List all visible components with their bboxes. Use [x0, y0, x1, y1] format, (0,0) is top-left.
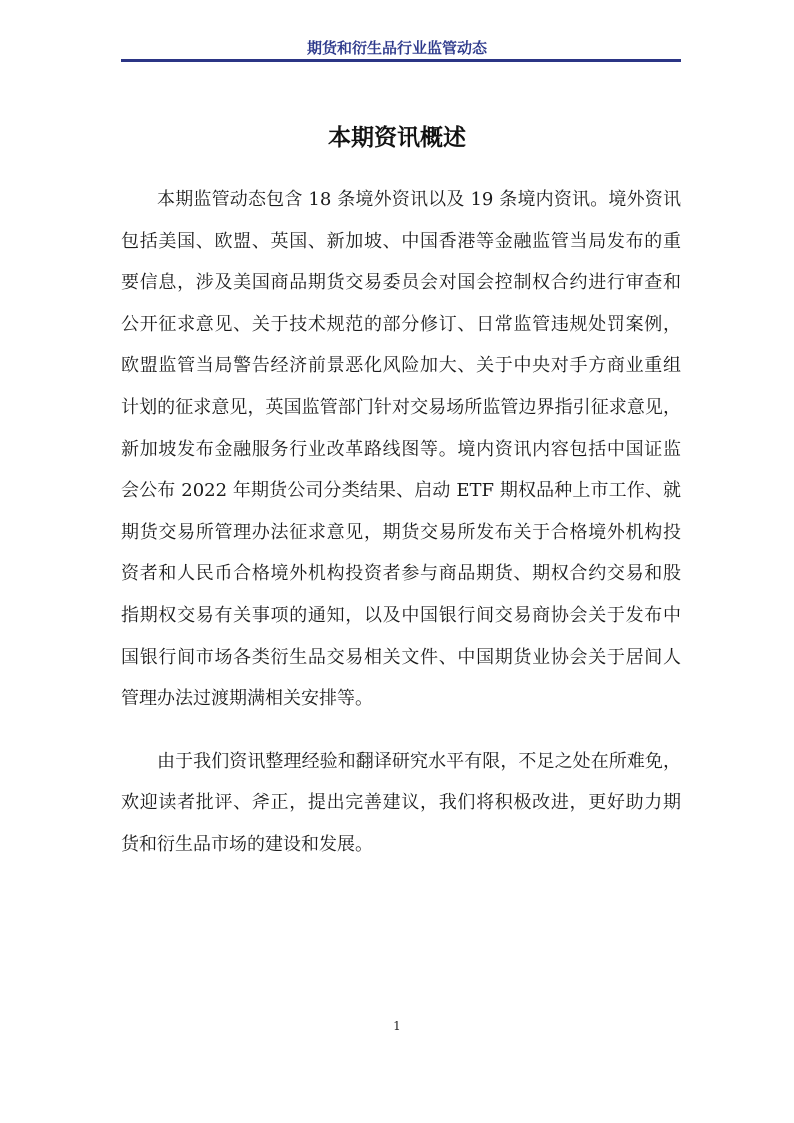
paragraph-line: 计划的征求意见，英国监管部门针对交易场所监管边界指引征求意见，	[121, 396, 681, 418]
body-paragraph	[121, 741, 681, 866]
paragraph-line: 新加坡发布金融服务行业改革路线图等。境内资讯内容包括中国证监	[121, 438, 681, 460]
document-body	[121, 179, 681, 866]
running-header-title: 期货和衍生品行业监管动态	[306, 39, 487, 57]
paragraph-line: 要信息，涉及美国商品期货交易委员会对国会控制权合约进行审查和	[121, 272, 681, 294]
document-title: 本期资讯概述	[328, 125, 466, 151]
paragraph-line: 国银行间市场各类衍生品交易相关文件、中国期货业协会关于居间人	[121, 646, 681, 668]
paragraph-line: 欢迎读者批评、斧正，提出完善建议，我们将积极改进，更好助力期	[121, 792, 681, 814]
paragraph-line: 本期监管动态包含 18 条境外资讯以及 19 条境内资讯。境外资讯	[157, 189, 681, 210]
paragraph-line: 期货交易所管理办法征求意见，期货交易所发布关于合格境外机构投	[121, 521, 681, 543]
page-number: 1	[393, 1019, 401, 1033]
paragraph-line: 货和衍生品市场的建设和发展。	[121, 833, 373, 855]
header-divider	[121, 59, 681, 62]
paragraph-line: 由于我们资讯整理经验和翻译研究水平有限，不足之处在所难免，	[157, 750, 681, 772]
paragraph-line: 公开征求意见、关于技术规范的部分修订、日常监管违规处罚案例，	[121, 313, 681, 335]
paragraph-line: 指期权交易有关事项的通知，以及中国银行间交易商协会关于发布中	[121, 604, 681, 626]
paragraph-line: 包括美国、欧盟、英国、新加坡、中国香港等金融监管当局发布的重	[121, 230, 681, 252]
paragraph-line: 管理办法过渡期满相关安排等。	[121, 688, 373, 710]
paragraph-line: 欧盟监管当局警告经济前景恶化风险加大、关于中央对手方商业重组	[121, 355, 681, 377]
paragraph-line: 会公布 2022 年期货公司分类结果、启动 ETF 期权品种上市工作、就	[121, 480, 681, 502]
body-paragraph	[121, 179, 681, 720]
paragraph-line: 资者和人民币合格境外机构投资者参与商品期货、期权合约交易和股	[121, 563, 681, 585]
